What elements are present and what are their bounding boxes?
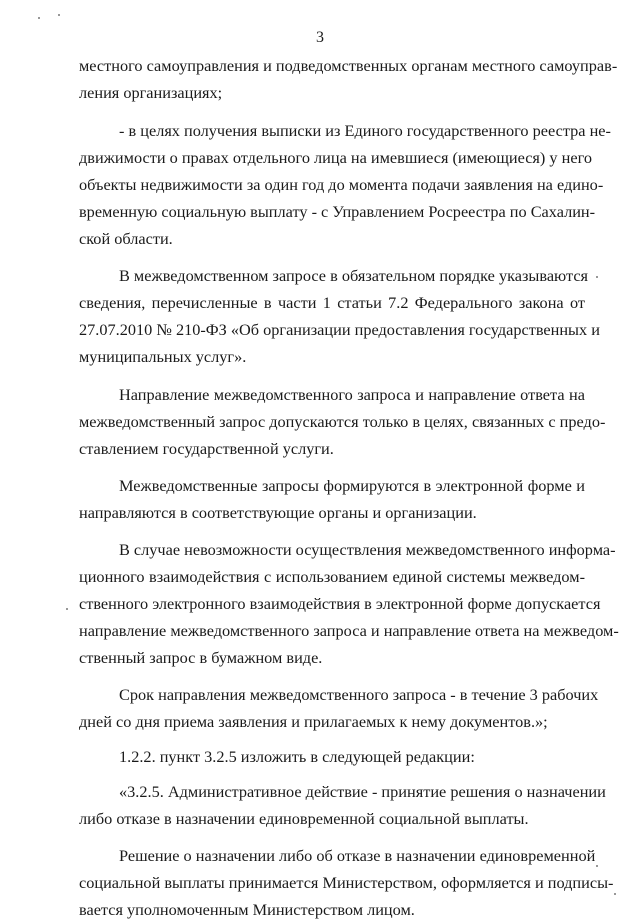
paragraph-gap (79, 462, 585, 472)
text-line: Межведомственные запросы формируются в электронной форме и (119, 476, 585, 495)
text-line: дней со дня приема заявления и прилагаемых к нему документов.»; (79, 712, 548, 731)
paragraph (79, 842, 614, 923)
text-line: ской области. (79, 229, 173, 248)
paragraph-gap (79, 770, 585, 778)
text-line: «3.2.5. Административное действие - принятие решения о назначении (119, 782, 606, 801)
scan-speck (66, 608, 68, 610)
paragraph-gap (79, 526, 585, 536)
paragraph-gap (79, 832, 585, 842)
paragraph-gap (79, 735, 585, 743)
text-line: либо отказе в назначении единовременной социальной выплаты. (79, 809, 529, 828)
paragraph (79, 52, 618, 106)
paragraph (79, 778, 606, 832)
document-body (79, 52, 619, 923)
paragraph (79, 536, 619, 671)
scan-speck (38, 17, 40, 19)
text-line: межведомственный запрос допускаются только в целях, связанных с предо- (79, 412, 606, 431)
text-line: Срок направления межведомственного запроса - в течение 3 рабочих (119, 685, 599, 704)
paragraph (79, 681, 599, 735)
scan-speck (614, 893, 616, 895)
text-line: ления организациях; (79, 83, 223, 102)
paragraph (79, 117, 611, 252)
text-line: вается уполномоченным Министерством лицом. (79, 900, 415, 919)
text-line: ционного взаимодействия с использованием единой системы межведом- (79, 567, 585, 586)
text-line: временную социальную выплату - с Управлением Росреестра по Сахалин- (79, 202, 596, 221)
paragraph-gap (79, 671, 585, 681)
text-line: муниципальных услуг». (79, 347, 247, 366)
paragraph (79, 381, 606, 462)
page-number: 3 (316, 29, 324, 46)
text-line: Решение о назначении либо об отказе в назначении единовременной (119, 846, 596, 865)
paragraph (79, 262, 600, 370)
scan-speck (596, 865, 598, 867)
paragraph (79, 472, 585, 526)
text-line: 1.2.2. пункт 3.2.5 изложить в следующей редакции: (119, 747, 475, 766)
text-line: объекты недвижимости за один год до момента подачи заявления на едино- (79, 175, 604, 194)
paragraph-gap (79, 106, 585, 117)
text-line: местного самоуправления и подведомственных органам местного самоуправ- (79, 56, 618, 75)
text-line: В межведомственном запросе в обязательном порядке указываются (119, 266, 589, 285)
text-line: Направление межведомственного запроса и направление ответа на (119, 385, 585, 404)
text-line: направляются в соответствующие органы и организации. (79, 503, 477, 522)
paragraph-gap (79, 370, 585, 381)
text-line: сведения, перечисленные в части 1 статьи 7.2 Федерального закона от (79, 293, 585, 312)
text-line: - в целях получения выписки из Единого государственного реестра не- (119, 121, 611, 140)
paragraph (79, 743, 585, 770)
text-line: социальной выплаты принимается Министерством, оформляется и подписы- (79, 873, 614, 892)
text-line: направление межведомственного запроса и направление ответа на межведом- (79, 621, 619, 640)
paragraph-gap (79, 252, 585, 262)
text-line: ственный запрос в бумажном виде. (79, 648, 323, 667)
scan-speck (58, 14, 60, 16)
text-line: 27.07.2010 № 210-ФЗ «Об организации предоставления государственных и (79, 320, 600, 339)
text-line: движимости о правах отдельного лица на имевшиеся (имеющиеся) у него (79, 148, 592, 167)
scan-speck (596, 276, 598, 278)
text-line: В случае невозможности осуществления межведомственного информа- (119, 540, 616, 559)
text-line: ственного электронного взаимодействия в электронной форме допускается (79, 594, 601, 613)
text-line: ставлением государственной услуги. (79, 439, 334, 458)
